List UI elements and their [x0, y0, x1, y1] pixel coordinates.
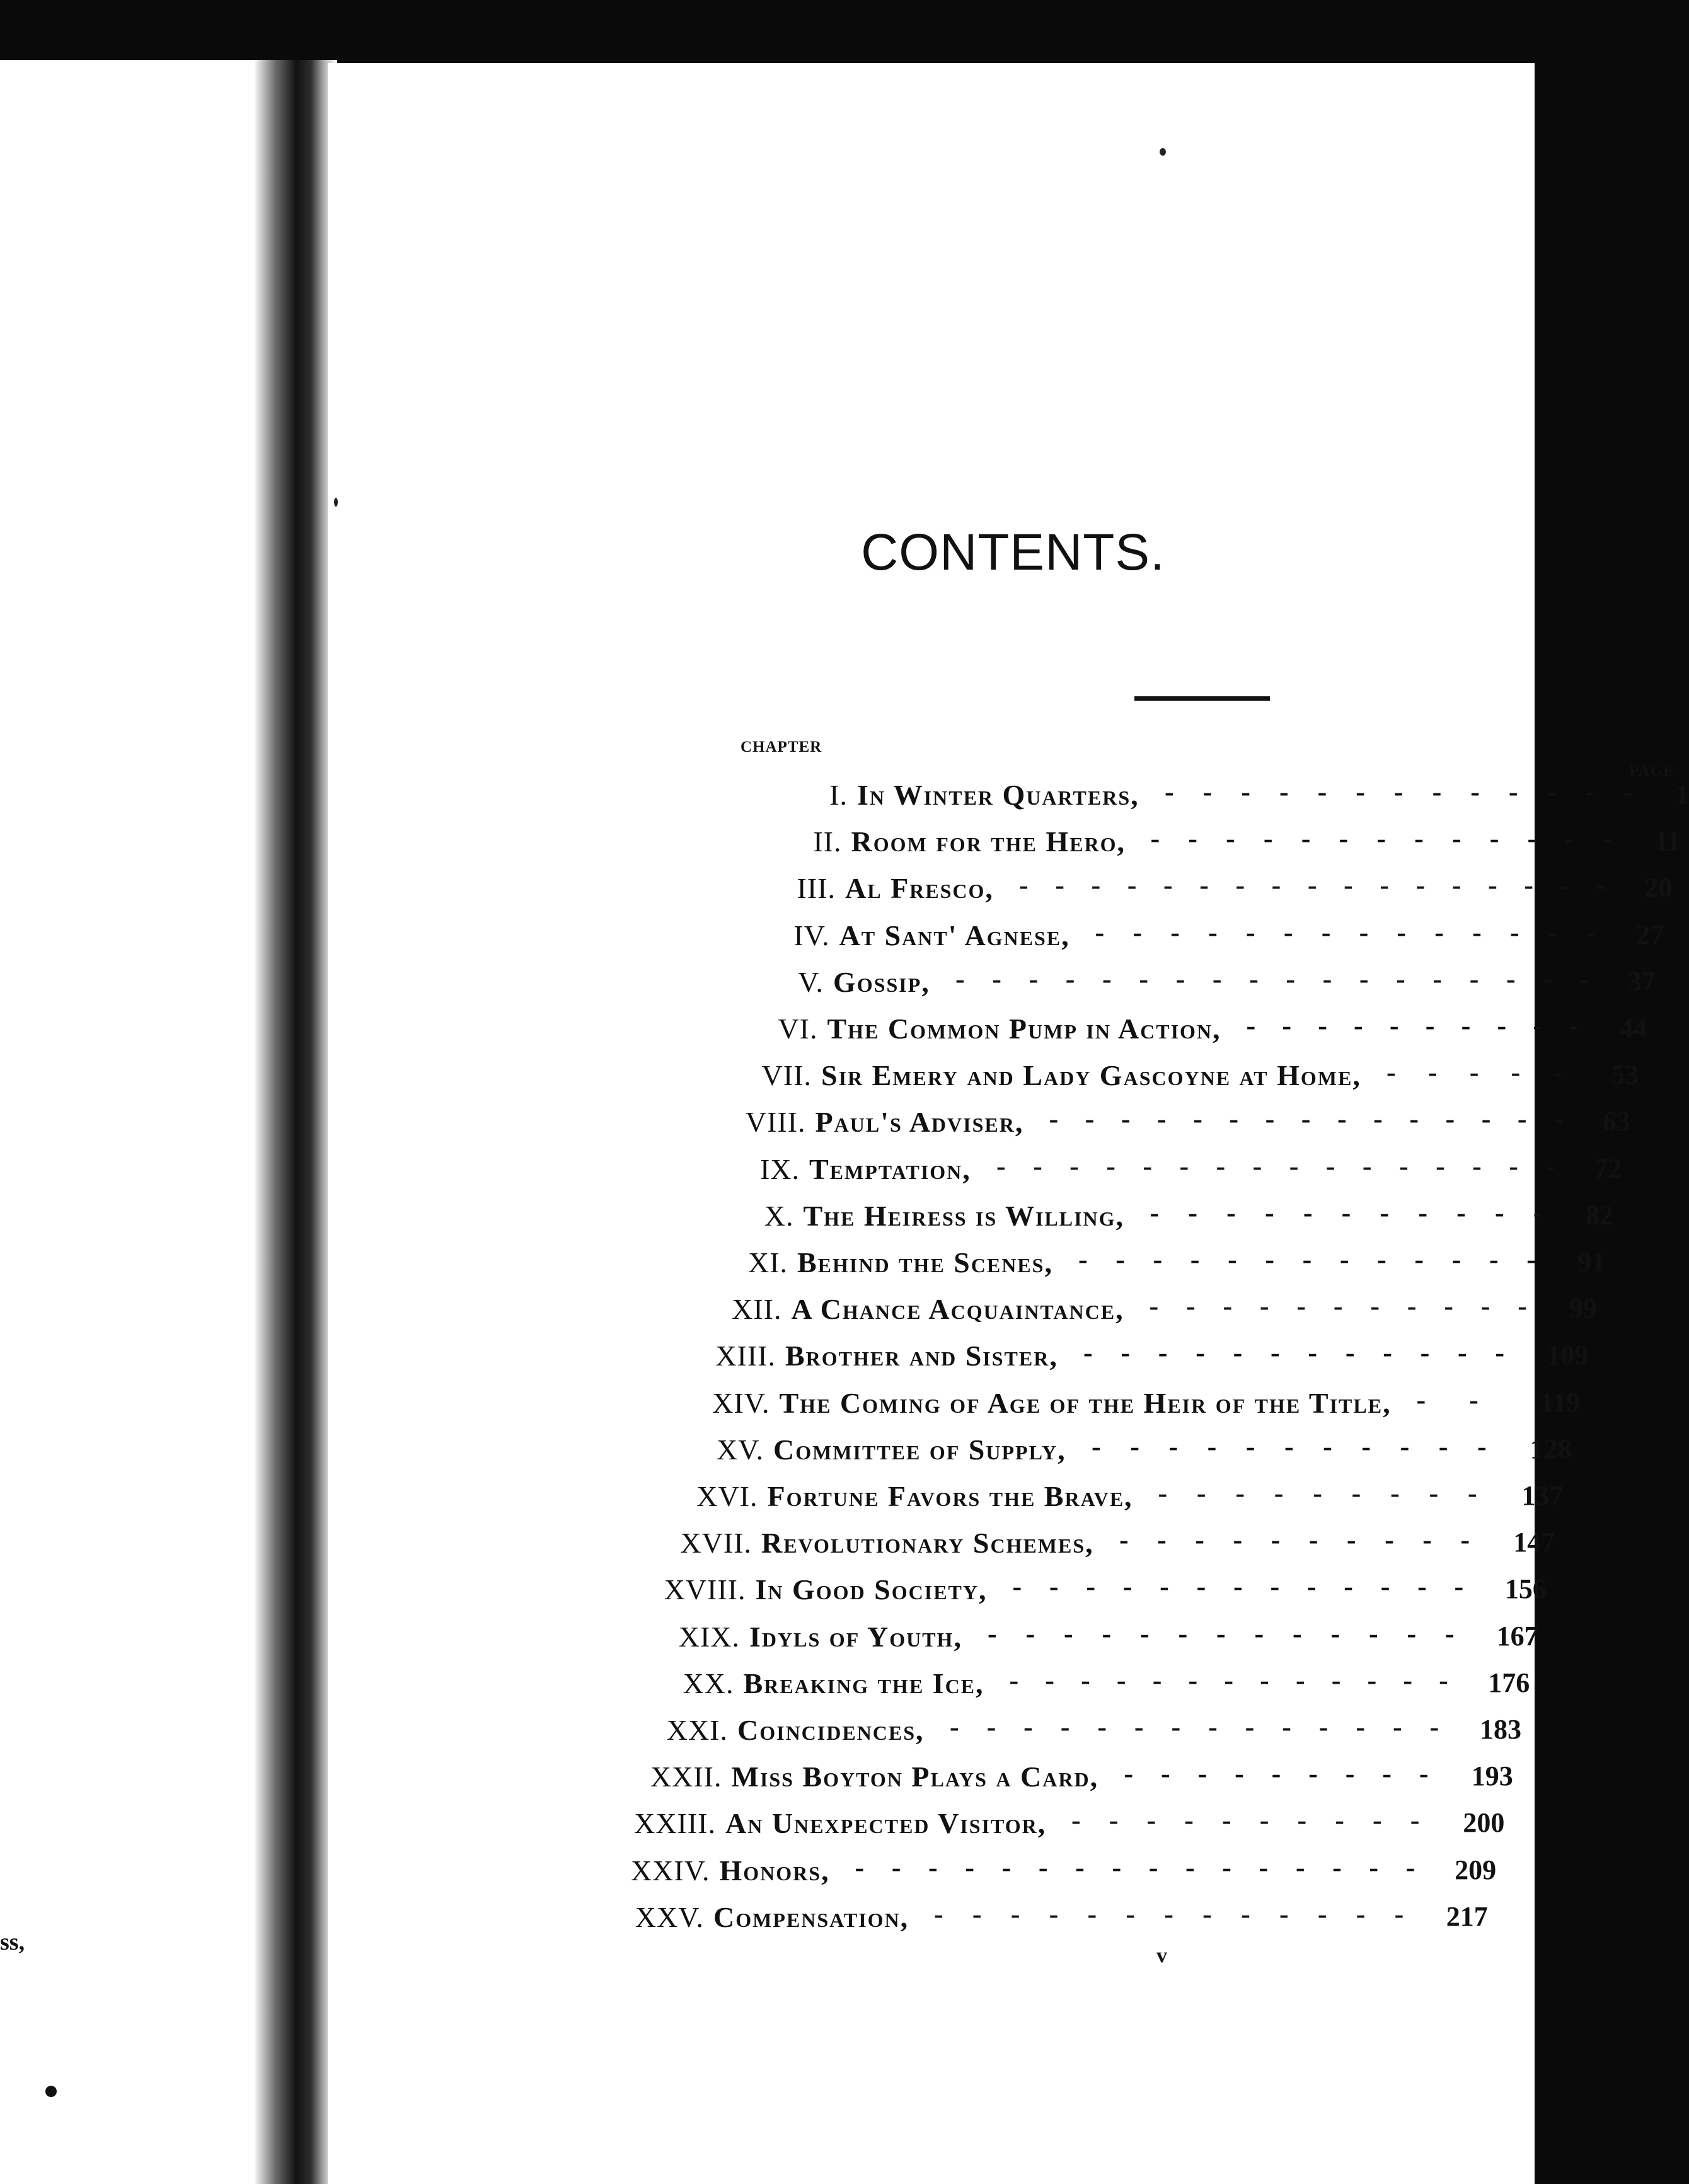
chapter-number: XVI.	[696, 1480, 758, 1512]
toc-row	[555, 1664, 1530, 1704]
page-number: 20	[1644, 872, 1673, 904]
page-folio: v	[1156, 1944, 1167, 1967]
page-title: CONTENTS.	[861, 524, 1165, 581]
chapter-number: XXV.	[635, 1900, 704, 1933]
page-number: 1	[1675, 779, 1689, 810]
dot-leader: ----------------	[855, 1851, 1443, 1883]
dot-leader: -------------	[1012, 1571, 1491, 1602]
toc-row	[524, 1900, 1488, 1938]
chapter-number: VIII.	[745, 1106, 806, 1139]
page-number: 44	[1619, 1013, 1647, 1043]
dot-leader: -----	[1386, 1057, 1594, 1088]
toc-row	[560, 1620, 1538, 1658]
dot-leader: ----------	[1246, 1010, 1605, 1041]
chapter-title: Fortune Favors the Brave,	[767, 1480, 1133, 1512]
toc-row	[656, 871, 1672, 909]
book-gutter-shadow	[255, 60, 337, 2184]
toc-row	[591, 1386, 1581, 1424]
toc-row	[632, 1059, 1639, 1096]
dot-leader: ------------------	[955, 963, 1617, 994]
chapter-title: Coincidences,	[737, 1714, 925, 1746]
chapter-title: In Good Society,	[755, 1573, 988, 1606]
dot-leader: -------------	[1078, 1244, 1564, 1275]
dot-leader: -------------	[1165, 776, 1662, 807]
chapter-title: The Coming of Age of the Heir of the Title,	[779, 1386, 1392, 1419]
chapter-number: V.	[798, 965, 824, 998]
chapter-number: IV.	[793, 919, 830, 951]
toc-row	[608, 1246, 1605, 1284]
toc-row	[536, 1807, 1504, 1844]
toc-row	[650, 916, 1664, 957]
page-number: 72	[1594, 1152, 1622, 1184]
chapter-title: Paul's Adviser,	[815, 1106, 1024, 1139]
toc-row	[668, 778, 1689, 816]
chapter-title: Temptation,	[809, 1152, 971, 1185]
page-number: 109	[1547, 1340, 1589, 1371]
chapter-number: XV.	[716, 1433, 764, 1466]
chapter-number: XI.	[747, 1246, 788, 1279]
chapter-number: VI.	[778, 1013, 818, 1045]
left-page-text-fragment: ss,	[0, 1929, 25, 1955]
page-number: 37	[1627, 965, 1656, 997]
dot-leader: --------------	[950, 1711, 1467, 1742]
chapter-number: XVII.	[680, 1527, 752, 1560]
chapter-number: XX.	[683, 1667, 734, 1699]
page-number: 53	[1611, 1059, 1639, 1091]
chapter-number: XXII.	[650, 1761, 722, 1793]
chapter-number: I.	[829, 779, 848, 811]
toc-row	[644, 965, 1656, 1003]
dot-leader: ----------	[1119, 1524, 1499, 1556]
dot-leader: ---------	[1158, 1478, 1507, 1509]
toc-row	[638, 1012, 1647, 1050]
toc-row	[579, 1480, 1564, 1517]
toc-row	[614, 1199, 1614, 1237]
dot-leader: -----------	[1149, 1290, 1555, 1322]
chapter-title: Idyls of Youth,	[749, 1620, 962, 1653]
chapter-title: An Unexpected Visitor,	[725, 1807, 1047, 1840]
chapter-title: Brother and Sister,	[785, 1340, 1058, 1372]
chapter-number: XIX.	[678, 1620, 740, 1653]
chapter-number: XIII.	[715, 1340, 776, 1372]
chapter-title: Al Fresco,	[845, 872, 994, 905]
dot-leader: -------------	[988, 1618, 1484, 1649]
page-number: 27	[1636, 919, 1664, 950]
toc-row	[596, 1339, 1588, 1377]
dot-leader: -------------	[1009, 1664, 1475, 1696]
chapter-title: Gossip,	[833, 965, 930, 998]
dot-leader: -----------	[1150, 1197, 1572, 1228]
chapter-title: At Sant' Agnese,	[839, 919, 1070, 951]
chapter-number: XVIII.	[664, 1573, 746, 1606]
toc-row	[572, 1526, 1555, 1564]
chapter-title: Breaking the Ice,	[743, 1667, 984, 1699]
toc-row	[543, 1760, 1513, 1798]
toc-row	[567, 1573, 1547, 1611]
toc-row	[584, 1430, 1572, 1471]
page-column-label: PAGE	[1629, 762, 1675, 779]
dot-leader: -----------	[1092, 1430, 1516, 1462]
page-number: 147	[1513, 1527, 1555, 1558]
chapter-title: Behind the Scenes,	[797, 1246, 1053, 1279]
page-number: 63	[1602, 1106, 1630, 1137]
chapter-number: II.	[813, 825, 842, 858]
page-number: 137	[1521, 1480, 1564, 1511]
page-number: 99	[1569, 1293, 1597, 1325]
chapter-number: XXIII.	[634, 1807, 716, 1840]
toc-row	[531, 1851, 1497, 1892]
page-number: 167	[1496, 1620, 1538, 1652]
chapter-title: Honors,	[719, 1854, 830, 1887]
contents-page	[328, 63, 1689, 2184]
chapter-number: XXIV.	[630, 1854, 710, 1887]
dot-leader: ---------------	[1049, 1103, 1590, 1135]
dot-leader: ----------------	[996, 1150, 1582, 1181]
toc-row	[620, 1152, 1622, 1190]
page-number: 217	[1446, 1900, 1488, 1932]
chapter-title: A Chance Acquaintance,	[791, 1293, 1124, 1326]
toc-row	[626, 1105, 1630, 1143]
chapter-number: XII.	[732, 1293, 782, 1326]
chapter-title: The Common Pump in Action,	[827, 1013, 1221, 1045]
chapter-title: Miss Boyton Plays a Card,	[731, 1761, 1099, 1793]
page-number: 200	[1463, 1807, 1505, 1839]
dot-leader: -------------	[934, 1898, 1433, 1929]
ink-speck	[1160, 148, 1166, 156]
page-number: 128	[1530, 1433, 1572, 1464]
page-number: 91	[1577, 1246, 1605, 1277]
chapter-title: The Heiress is Willing,	[803, 1199, 1125, 1232]
page-number: 82	[1586, 1199, 1614, 1231]
chapter-title: Revolutionary Schemes,	[761, 1527, 1094, 1560]
toc-row	[548, 1713, 1521, 1751]
chapter-title: Committee of Supply,	[773, 1433, 1066, 1466]
dot-leader: ---------	[1124, 1758, 1456, 1790]
chapter-number: III.	[797, 872, 836, 905]
chapter-title: Sir Emery and Lady Gascoyne at Home,	[821, 1059, 1361, 1092]
dot-leader: ------------	[1083, 1337, 1533, 1369]
chapter-number: XXI.	[666, 1714, 728, 1746]
page-number: 176	[1488, 1667, 1530, 1698]
left-facing-page	[0, 60, 265, 2184]
chapter-title: Compensation,	[713, 1900, 909, 1933]
chapter-number: IX.	[759, 1152, 800, 1185]
toc-row	[602, 1292, 1597, 1330]
page-number: 209	[1455, 1854, 1497, 1885]
ink-speck	[45, 2086, 57, 2097]
page-number: 156	[1504, 1573, 1547, 1605]
chapter-number: XIV.	[712, 1386, 770, 1419]
dot-leader: -------------	[1150, 823, 1640, 854]
chapter-title: In Winter Quarters,	[857, 779, 1139, 811]
dot-leader: ----------	[1071, 1805, 1448, 1836]
ink-speck	[334, 498, 338, 507]
chapter-number: VII.	[761, 1059, 812, 1092]
dot-leader: -----------------	[1019, 870, 1633, 901]
chapter-number: X.	[764, 1199, 794, 1232]
page-number: 119	[1540, 1386, 1581, 1418]
dot-leader: --	[1416, 1384, 1522, 1415]
chapter-column-label: CHAPTER	[741, 739, 822, 756]
dot-leader: --------------	[1095, 916, 1623, 948]
page-number: 193	[1471, 1761, 1513, 1792]
page-number: 11	[1654, 825, 1681, 857]
page-number: 183	[1480, 1714, 1521, 1745]
chapter-title: Room for the Hero,	[851, 825, 1126, 858]
toc-row	[662, 825, 1681, 863]
